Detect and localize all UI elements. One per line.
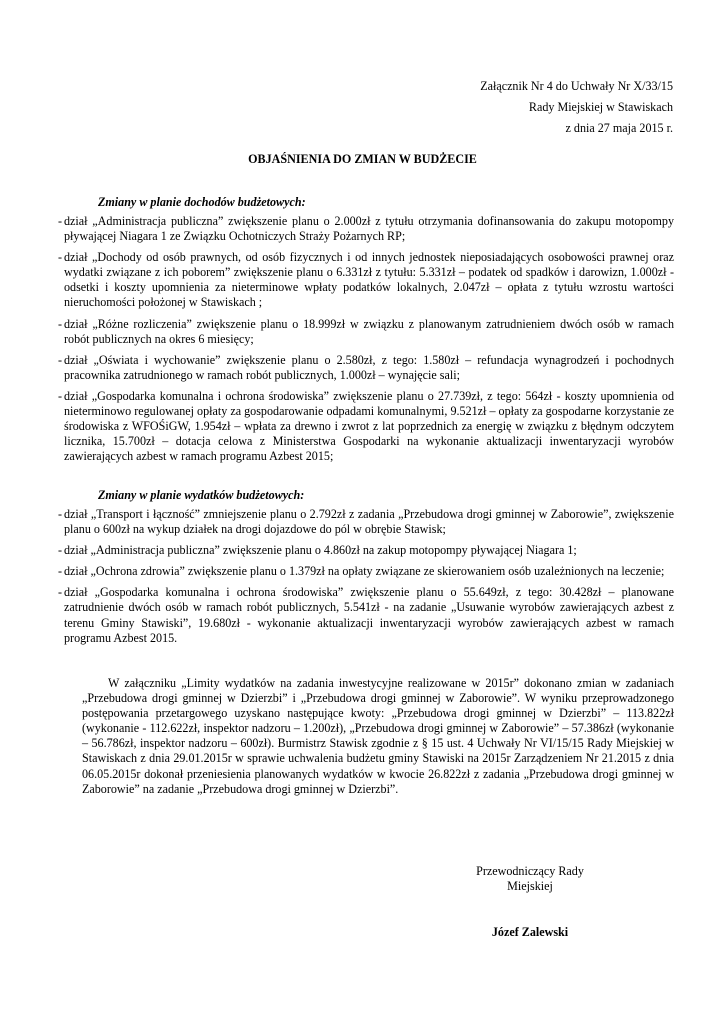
expenses-section-heading: Zmiany w planie wydatków budżetowych: — [98, 488, 305, 502]
list-item: - dział „Oświata i wychowanie” zwiększenie planu o 2.580zł, z tego: 1.580zł – refundacja wynagrodzeń i pochodnych pracownika zatrudnionego w ramach robót publicznych, 1.000zł – wynajęcie sali; — [58, 353, 674, 383]
income-section-heading: Zmiany w planie dochodów budżetowych: — [98, 195, 306, 209]
council-name: Rady Miejskiej w Stawiskach — [528, 100, 673, 114]
signature-role-line1: Przewodniczący Rady — [476, 864, 584, 878]
list-item: - dział „Różne rozliczenia” zwiększenie planu o 18.999zł w związku z planowanym zatrudnieniem dwóch osób w ramach robót publicznych na okres 6 miesięcy; — [58, 317, 674, 347]
signature-role-line2: Miejskiej — [507, 879, 553, 893]
document-date: z dnia 27 maja 2015 r. — [565, 121, 673, 135]
investment-limits-paragraph: W załączniku „Limity wydatków na zadania inwestycyjne realizowane w 2015r” dokonano zmian w zadaniach „Przebudowa drogi gminnej w Dzierzbi” i „Przebudowa drogi gminnej w Zaborowie”. W wyniku przeprowadzonego postępowania przetargowego uzyskano następujące kwoty: „Przebudowa drogi gminnej w Dzierzbi” – 113.822zł (wykonanie - 112.622zł, inspektor nadzoru – 1.200zł), „Przebudowa drogi gminnej w Zaborowie” – 57.386zł (wykonanie – 56.786zł, inspektor nadzoru – 600zł). Burmistrz Stawisk zgodnie z § 15 ust. 4 Uchwały Nr VI/15/15 Rady Miejskiej w Stawiskach z dnia 29.01.2015r w sprawie uchwalenia budżetu gminy Stawiski na 2015r Zarządzeniem Nr 21.2015 z dnia 06.05.2015r dokonał przeniesienia planowanych wydatków w kwocie 26.822zł z zadania „Przebudowa drogi gminnej w Zaborowie” na zadanie „Przebudowa drogi gminnej w Dzierzbi”. — [82, 676, 674, 796]
list-item: - dział „Gospodarka komunalna i ochrona środowiska” zwiększenie planu o 27.739zł, z tego: 564zł - koszty upomnienia od nieterminowo regulowanej opłaty za gospodarowanie odpadami komunalnymi, 9.521zł – opłaty za gospodarne korzystanie ze środowiska z WFOŚiGW, 1.954zł – wpłata za drewno i zwrot z lat poprzednich za energię w związku z błędnym odczytem licznika, 15.700zł – dotacja celowa z Ministerstwa Gospodarki na wykonanie aktualizacji inwentaryzacji wyrobów zawierających azbest w ramach programu Azbest 2015; — [58, 389, 674, 464]
list-item: - dział „Ochrona zdrowia” zwiększenie planu o 1.379zł na opłaty związane ze skierowaniem osób uzależnionych na leczenie; — [58, 564, 674, 579]
list-item: - dział „Gospodarka komunalna i ochrona środowiska” zwiększenie planu o 55.649zł, z tego: 30.428zł – planowane zatrudnienie dwóch osób w ramach robót publicznych, 5.541zł - na zadanie „Usuwanie wyrobów zawierających azbest z terenu Gminy Stawiski”, 19.680zł - wykonanie aktualizacji inwentaryzacji wyrobów zawierających azbest w ramach programu Azbest 2015. — [58, 585, 674, 645]
list-item: - dział „Transport i łączność” zmniejszenie planu o 2.792zł z zadania „Przebudowa drogi gminnej w Zaborowie”, zwiększenie planu o 600zł na wykup działek na drogi dojazdowe do pól w obrębie Stawisk; — [58, 507, 674, 537]
attachment-reference: Załącznik Nr 4 do Uchwały Nr X/33/15 — [480, 79, 673, 93]
expenses-changes-list — [58, 507, 674, 652]
income-changes-list — [58, 214, 674, 470]
signature-name: Józef Zalewski — [491, 925, 569, 939]
list-item: - dział „Administracja publiczna” zwiększenie planu o 2.000zł z tytułu otrzymania dofinansowania do zakupu motopompy pływającej Niagara 1 ze Związku Ochotniczych Straży Pożarnych RP; — [58, 214, 674, 244]
page-title: OBJAŚNIENIA DO ZMIAN W BUDŻECIE — [248, 152, 477, 166]
list-item: - dział „Dochody od osób prawnych, od osób fizycznych i od innych jednostek nieposiadających osobowości prawnej oraz wydatki związane z ich poborem” zwiększenie planu o 6.331zł z tytułu: 5.331zł – podatek od spadków i darowizn, 1.000zł - odsetki i koszty upomnienia za nieterminowe wpłaty podatków lokalnych, 2.047zł – opłata z tytułu wzrostu wartości nieruchomości położonej w Stawiskach ; — [58, 250, 674, 310]
list-item: - dział „Administracja publiczna” zwiększenie planu o 4.860zł na zakup motopompy pływającej Niagara 1; — [58, 543, 674, 558]
